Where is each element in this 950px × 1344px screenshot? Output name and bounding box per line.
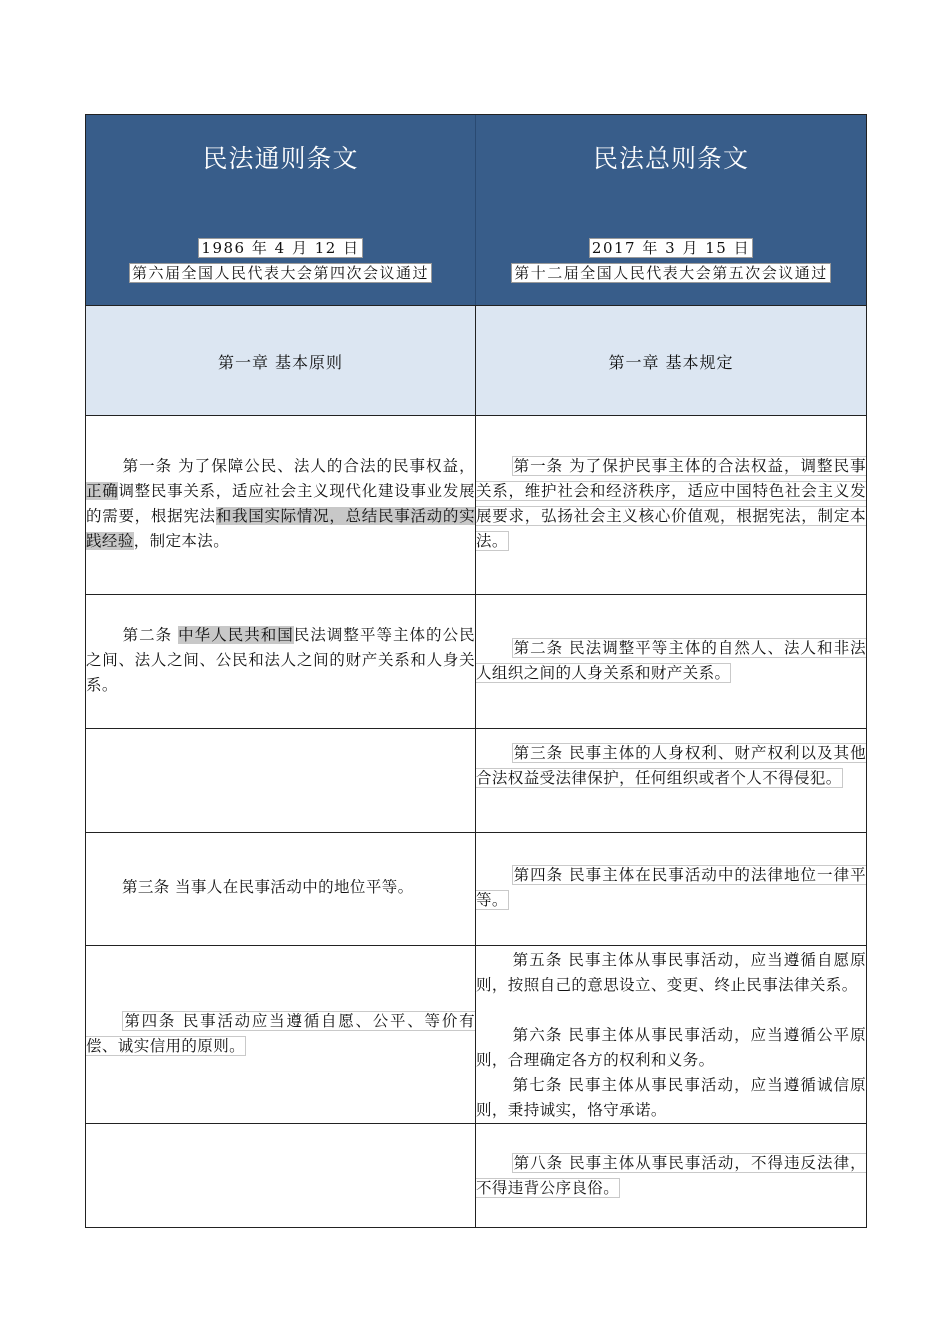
article-left-text: 第四条 民事活动应当遵循自愿、公平、等价有偿、诚实信用的原则。 bbox=[86, 1012, 475, 1055]
article-right-cell bbox=[476, 1124, 866, 1228]
chapter-row bbox=[86, 306, 866, 416]
article-left-cell bbox=[86, 595, 476, 728]
article-right-text: 第三条 民事主体的人身权利、财产权利以及其他合法权益受法律保护，任何组织或者个人不得侵犯。 bbox=[476, 744, 866, 787]
right-meeting: 第十二届全国人民代表大会第五次会议通过 bbox=[511, 263, 831, 283]
article-left-cell bbox=[86, 833, 476, 945]
article-right-text: 第二条 民法调整平等主体的自然人、法人和非法人组织之间的人身关系和财产关系。 bbox=[476, 639, 866, 682]
article-row bbox=[86, 833, 866, 946]
left-date: 1986 年 4 月 12 日 bbox=[198, 238, 362, 258]
comparison-table bbox=[85, 114, 867, 1228]
article-right-cell bbox=[476, 595, 866, 728]
left-title: 民法通则条文 bbox=[202, 144, 359, 173]
chapter-right-cell bbox=[476, 306, 866, 415]
highlight: 中华人民共和国 bbox=[178, 626, 294, 644]
article-right-cell bbox=[476, 833, 866, 945]
article-row bbox=[86, 729, 866, 833]
header-right-cell bbox=[476, 115, 866, 305]
highlight: 和我国实际情况，总结民事活动的实践经验 bbox=[86, 507, 476, 550]
highlight: 正确 bbox=[86, 482, 119, 500]
article-right-text: 第四条 民事主体在民事活动中的法律地位一律平等。 bbox=[476, 866, 866, 909]
article-left-cell bbox=[86, 416, 476, 594]
chapter-right-label: 第一章 基本规定 bbox=[608, 353, 734, 372]
article-left-text: 第二条 中华人民共和国民法调整平等主体的公民之间、法人之间、公民和法人之间的财产关系和人身关系。 bbox=[86, 626, 475, 694]
article-left-text: 第一条 为了保障公民、法人的合法的民事权益，正确调整民事关系，适应社会主义现代化建设事业发展的需要，根据宪法和我国实际情况，总结民事活动的实践经验，制定本法。 bbox=[86, 457, 476, 550]
article-right-cell bbox=[476, 946, 866, 1123]
article-right-text: 第一条 为了保护民事主体的合法权益，调整民事关系，维护社会和经济秩序，适应中国特色社会主义发展要求，弘扬社会主义核心价值观，根据宪法，制定本法。 bbox=[476, 457, 866, 550]
article-left-text: 第三条 当事人在民事活动中的地位平等。 bbox=[122, 878, 414, 896]
left-meeting: 第六届全国人民代表大会第四次会议通过 bbox=[129, 263, 432, 283]
article-row bbox=[86, 1124, 866, 1228]
article-left-cell bbox=[86, 946, 476, 1123]
header-left-cell bbox=[86, 115, 476, 305]
article-row bbox=[86, 595, 866, 729]
article-row bbox=[86, 946, 866, 1124]
article-right-text: 第五条 民事主体从事民事活动，应当遵循自愿原则，按照自己的意思设立、变更、终止民事法律关系。 bbox=[476, 951, 866, 994]
article-right-text: 第七条 民事主体从事民事活动，应当遵循诚信原则，秉持诚实，恪守承诺。 bbox=[476, 1076, 866, 1119]
article-left-cell bbox=[86, 729, 476, 832]
article-left-cell bbox=[86, 1124, 476, 1228]
right-date: 2017 年 3 月 15 日 bbox=[589, 238, 753, 258]
article-right-text: 第六条 民事主体从事民事活动，应当遵循公平原则，合理确定各方的权利和义务。 bbox=[476, 1026, 866, 1069]
article-right-text: 第八条 民事主体从事民事活动，不得违反法律，不得违背公序良俗。 bbox=[476, 1154, 866, 1197]
article-right-cell bbox=[476, 416, 866, 594]
header-row bbox=[86, 115, 866, 306]
chapter-left-cell bbox=[86, 306, 476, 415]
chapter-left-label: 第一章 基本原则 bbox=[217, 353, 344, 372]
article-right-cell bbox=[476, 729, 866, 832]
article-row bbox=[86, 416, 866, 595]
right-title: 民法总则条文 bbox=[592, 144, 749, 173]
